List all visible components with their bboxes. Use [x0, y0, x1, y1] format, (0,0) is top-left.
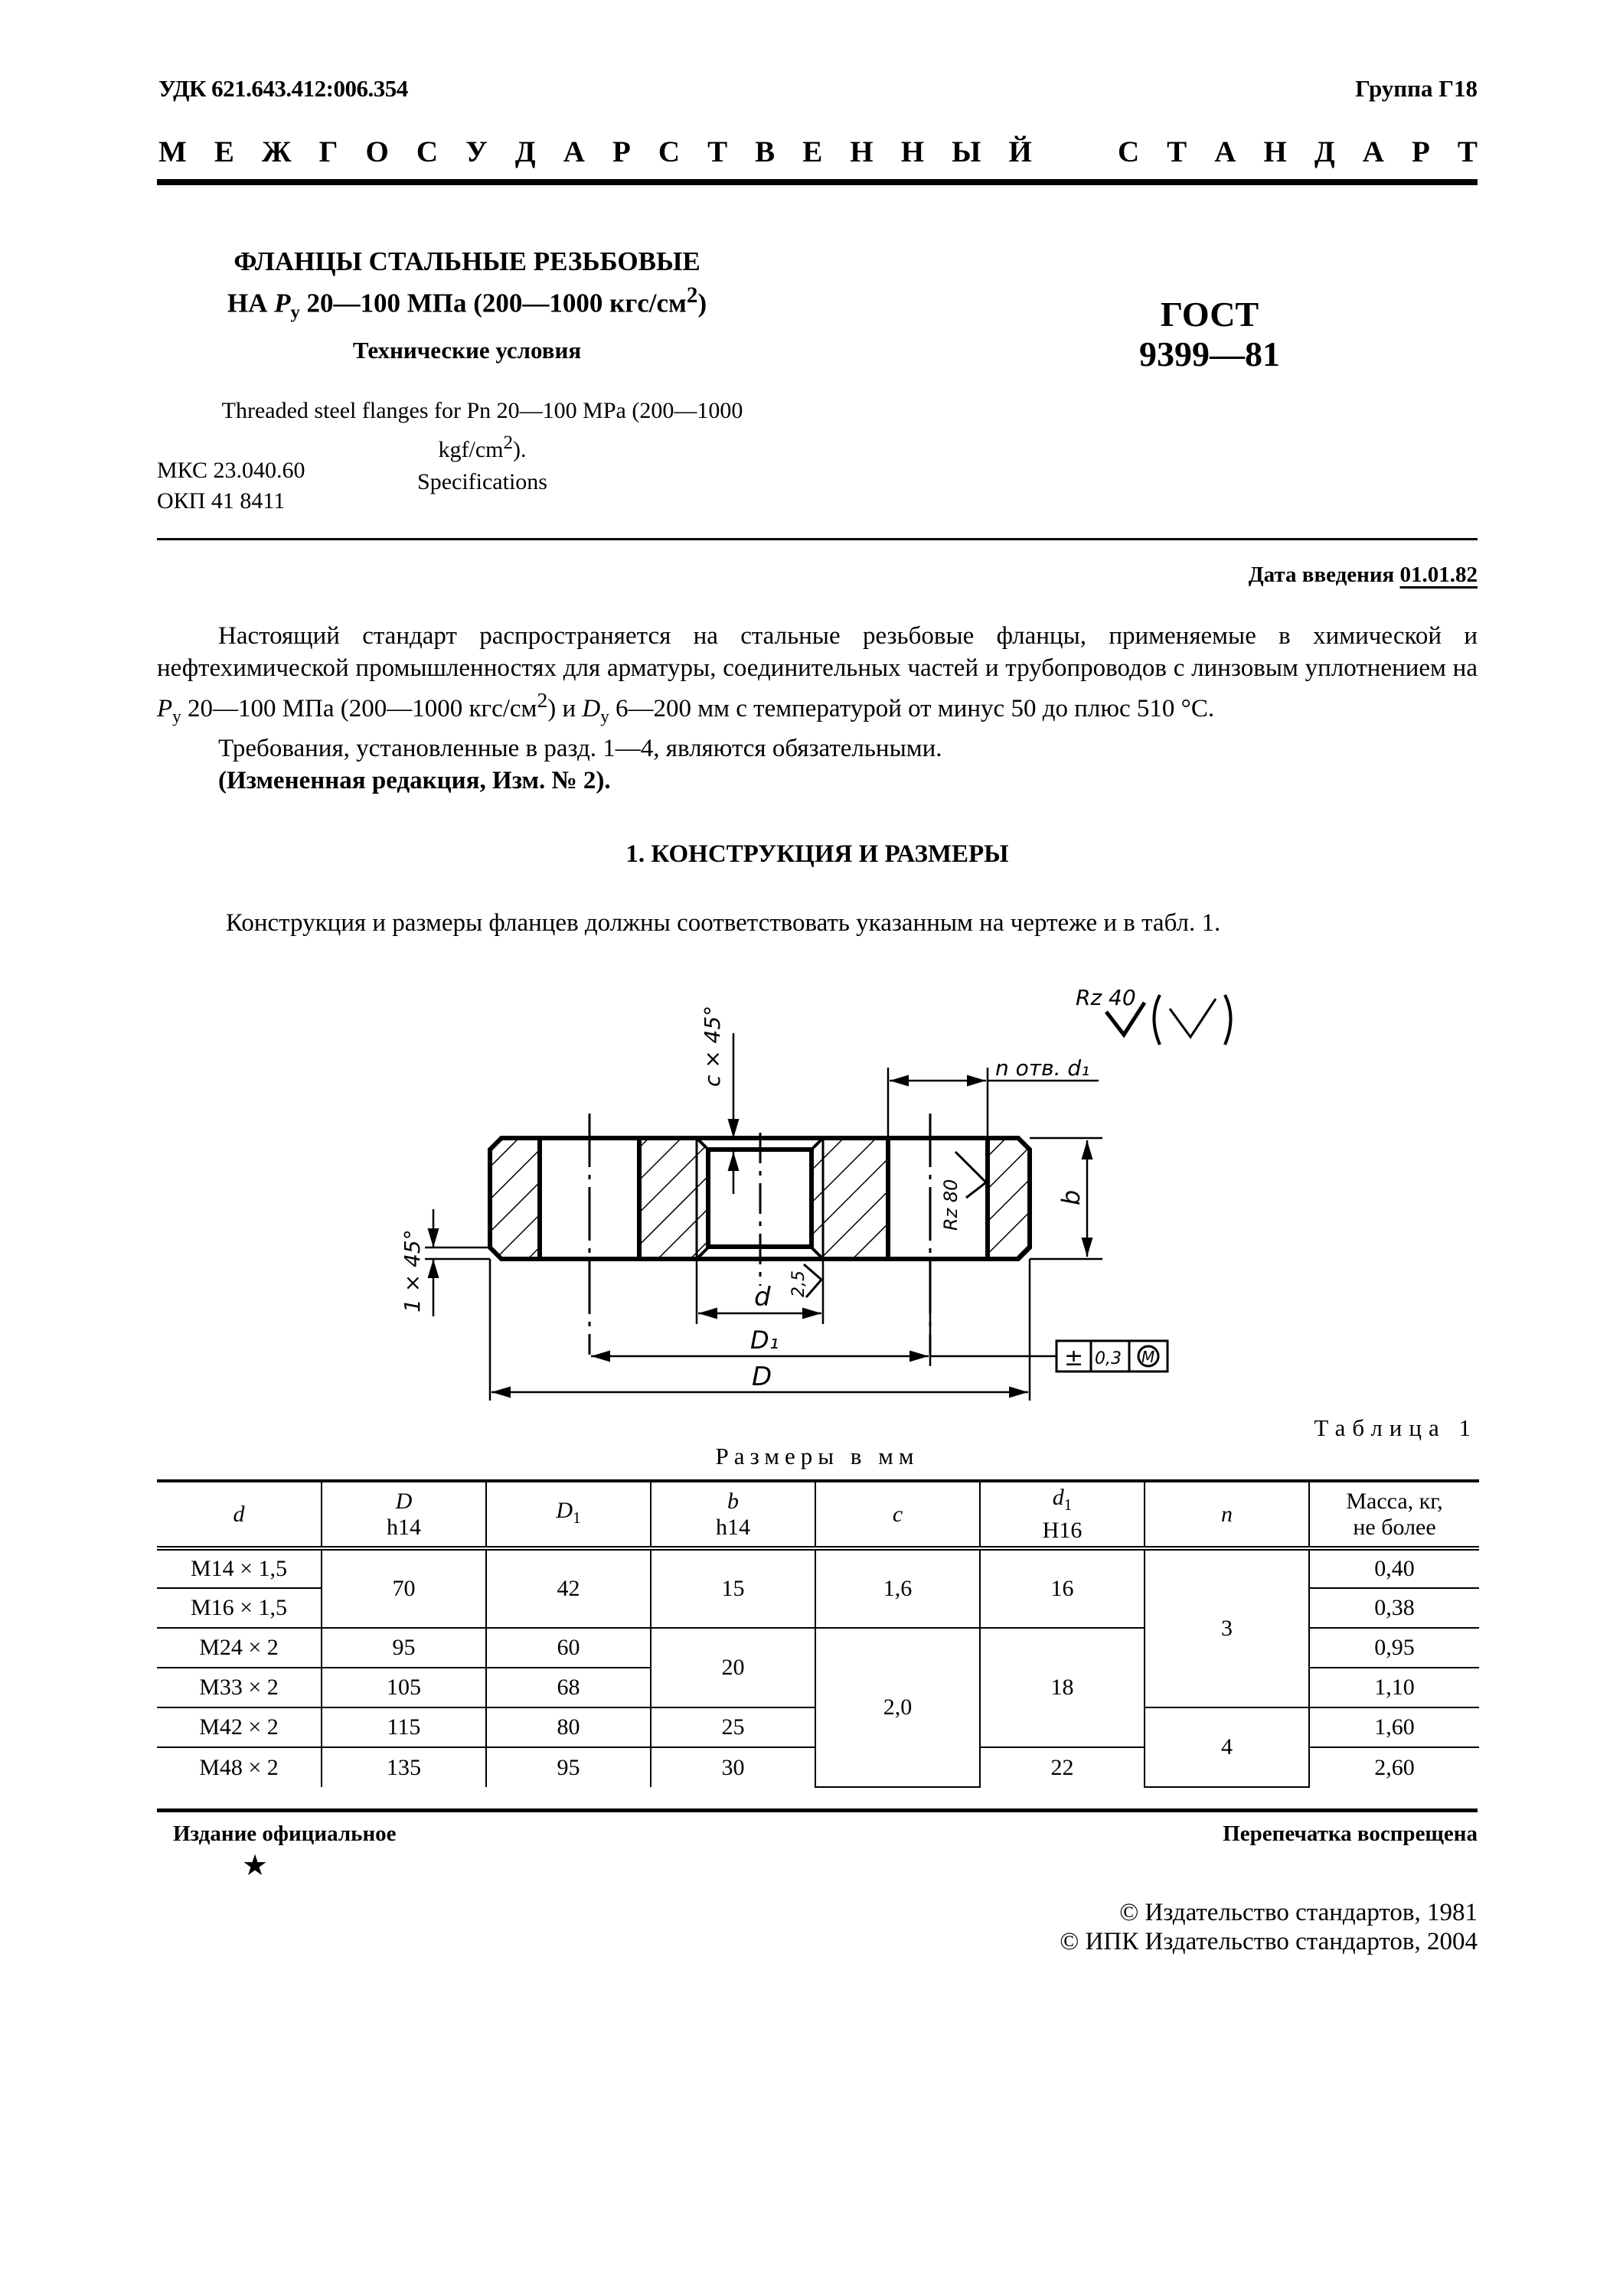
cell-D: 95 [322, 1628, 486, 1668]
dimensions-table [157, 1479, 1479, 1788]
banner-letter: Г [318, 135, 338, 168]
banner-letter: А [563, 135, 585, 168]
cell-d: M16 × 1,5 [157, 1588, 322, 1628]
header-symbol: D [556, 1498, 573, 1523]
header-b [651, 1481, 815, 1548]
cell-mass: 1,10 [1309, 1668, 1479, 1707]
official-edition: Издание официальное [173, 1821, 397, 1846]
cell-c: 2,0 [815, 1628, 980, 1787]
cell-n: 3 [1145, 1548, 1309, 1707]
cell-n: 4 [1145, 1707, 1309, 1787]
mks-code: МКС 23.040.60 [157, 458, 305, 483]
scope-text: Настоящий стандарт распространяется на стальные резьбовые фланцы, применяемые в химической и нефтехимической промышленностях для арматуры, соединительных частей и трубопроводов с линзовым уплотнением на [157, 622, 1478, 682]
copyright-2004: © ИПК Издательство стандартов, 2004 [1060, 1928, 1478, 1955]
copyright-1981: © Издательство стандартов, 1981 [1119, 1899, 1478, 1926]
footer-rule [157, 1808, 1478, 1812]
roughness-hole-label: Rz 80 [940, 1179, 962, 1231]
banner-letter: Н [1263, 135, 1287, 168]
cell-mass: 0,95 [1309, 1628, 1479, 1668]
pressure-subscript: у [290, 302, 300, 323]
scope-text: ) и [547, 695, 583, 722]
header-subscript: 1 [573, 1508, 581, 1527]
banner-letter: Р [1412, 135, 1430, 168]
cell-D: 115 [322, 1707, 486, 1747]
document-subtitle: Технические условия [352, 337, 582, 364]
dimension-d1-label: D₁ [750, 1326, 779, 1355]
cell-D1: 95 [486, 1747, 651, 1787]
header-d [157, 1481, 322, 1548]
banner-letter: В [755, 135, 776, 168]
tolerance-frame [1056, 1341, 1167, 1371]
cell-b: 30 [651, 1747, 815, 1787]
banner-letter: Д [514, 135, 536, 168]
roughness-main-label: Rz 40 [1076, 985, 1136, 1010]
header-tolerance: H16 [1042, 1518, 1083, 1543]
cell-b: 20 [651, 1628, 815, 1707]
okp-code: ОКП 41 8411 [157, 488, 286, 514]
cell-d1: 18 [980, 1628, 1145, 1747]
banner-letter: О [365, 135, 389, 168]
banner-letter: Т [1167, 135, 1187, 168]
header-symbol: b [727, 1488, 739, 1514]
dimension-d-label: d [754, 1282, 771, 1313]
english-title-line-2: Specifications [417, 469, 547, 494]
banner-letter: М [158, 135, 187, 168]
title-end: ) [697, 288, 707, 318]
header-d1 [980, 1481, 1145, 1548]
cell-D: 135 [322, 1747, 486, 1787]
table-row [157, 1548, 1479, 1588]
banner-letter: Т [707, 135, 728, 168]
requirements-paragraph: Требования, установленные в разд. 1—4, являются обязательными. [218, 734, 942, 762]
banner-letter: С [1117, 135, 1140, 168]
banner-letter: Е [802, 135, 823, 168]
cell-d: M24 × 2 [157, 1628, 322, 1668]
header-symbol: D [395, 1488, 413, 1514]
holes-label: n отв. d₁ [995, 1055, 1090, 1081]
gost-label: ГОСТ [1160, 295, 1259, 334]
chamfer-top-label: c × 45° [700, 1005, 725, 1087]
cell-D1: 42 [486, 1548, 651, 1628]
section-text: Конструкция и размеры фланцев должны соответствовать указанным на чертеже и в табл. 1. [226, 909, 1221, 937]
cell-d: M14 × 1,5 [157, 1548, 322, 1588]
title-line-1: ФЛАНЦЫ СТАЛЬНЫЕ РЕЗЬБОВЫЕ [233, 246, 700, 276]
copyright-block [1060, 1898, 1478, 1956]
scope-text: 20—100 МПа (200—1000 кгс/см [181, 695, 537, 722]
roughness-check-icon [1170, 999, 1216, 1037]
cell-mass: 1,60 [1309, 1707, 1479, 1747]
cell-mass: 0,40 [1309, 1548, 1479, 1588]
dimension-b-label: b [1056, 1189, 1086, 1205]
header-n [1145, 1481, 1309, 1548]
header-symbol: d [1052, 1485, 1064, 1510]
cell-D1: 60 [486, 1628, 651, 1668]
english-title-line-1: Threaded steel flanges for Pn 20—100 MPa (200—1000 kgf/cm [221, 398, 743, 462]
symmetry-icon: ± [1064, 1345, 1084, 1371]
roughness-thread-label: 2,5 [789, 1270, 808, 1297]
banner-letter: Н [850, 135, 874, 168]
banner-letter: А [1214, 135, 1236, 168]
banner-letter: Д [1314, 135, 1335, 168]
cell-D: 105 [322, 1668, 486, 1707]
title-sup: 2 [686, 283, 698, 308]
cell-d: M33 × 2 [157, 1668, 322, 1707]
table-label: Таблица 1 [1314, 1414, 1478, 1441]
banner-letter: А [1362, 135, 1384, 168]
header-text: не более [1353, 1514, 1436, 1540]
cell-d: M42 × 2 [157, 1707, 322, 1747]
cell-d1: 16 [980, 1548, 1145, 1628]
banner-letter: Ы [952, 135, 981, 168]
header-D1 [486, 1481, 651, 1548]
banner-letter: Ж [261, 135, 292, 168]
banner-letter: Й [1008, 135, 1032, 168]
amendment-note: (Измененная редакция, Изм. № 2). [218, 766, 611, 794]
date-label: Дата введения [1248, 563, 1395, 587]
group-code: Группа Г18 [1355, 75, 1478, 102]
flange-section [490, 1114, 1030, 1355]
pressure-subscript: у [172, 706, 181, 726]
dimension-D-label: D [752, 1362, 772, 1392]
table-units: Размеры в мм [715, 1443, 919, 1469]
cell-c: 1,6 [815, 1548, 980, 1628]
header-tolerance: h14 [716, 1514, 750, 1540]
header-mass [1309, 1481, 1479, 1548]
banner-letter: Н [900, 135, 925, 168]
banner-letter: У [465, 135, 488, 168]
scope-text: 6—200 мм с температурой от минус 50 до плюс 510 °С. [609, 695, 1215, 722]
title-prefix: НА [227, 288, 275, 318]
diameter-subscript: у [600, 706, 609, 726]
cell-b: 15 [651, 1548, 815, 1628]
gost-number: 9399—81 [1139, 334, 1280, 373]
tolerance-value: 0,3 [1095, 1349, 1122, 1368]
pressure-symbol: P [157, 695, 173, 722]
banner-letter: Р [612, 135, 631, 168]
cell-mass: 0,38 [1309, 1588, 1479, 1628]
cell-D1: 80 [486, 1707, 651, 1747]
cell-b: 25 [651, 1707, 815, 1747]
cell-D1: 68 [486, 1668, 651, 1707]
header-c [815, 1481, 980, 1548]
date-value: 01.01.82 [1399, 563, 1478, 587]
cell-d1: 22 [980, 1747, 1145, 1787]
header-D [322, 1481, 486, 1548]
cell-mass: 2,60 [1309, 1747, 1479, 1787]
banner-letter: Е [214, 135, 234, 168]
chamfer-bottom-label: 1 × 45° [400, 1229, 425, 1313]
banner-letter: Т [1457, 135, 1478, 168]
header-symbol: c [892, 1501, 903, 1527]
header-symbol: d [233, 1501, 245, 1527]
english-end: ). [512, 437, 527, 462]
section-heading: 1. КОНСТРУКЦИЯ И РАЗМЕРЫ [625, 840, 1009, 868]
udk-code: УДК 621.643.412:006.354 [158, 75, 408, 102]
table-header-row [157, 1481, 1479, 1548]
scope-sup: 2 [537, 688, 548, 712]
header-subscript: 1 [1063, 1495, 1073, 1514]
title-range: 20—100 МПа (200—1000 кгс/см [299, 288, 687, 318]
reprint-notice: Перепечатка воспрещена [1223, 1821, 1478, 1846]
english-sup: 2 [503, 432, 513, 453]
paren-icon [1154, 995, 1231, 1045]
banner-letter: С [658, 135, 680, 168]
diameter-symbol: D [582, 695, 601, 722]
banner-letter: С [416, 135, 439, 168]
header-symbol: n [1221, 1501, 1233, 1527]
cell-D: 70 [322, 1548, 486, 1628]
star-icon: ★ [242, 1850, 269, 1882]
header-tolerance: h14 [387, 1514, 421, 1540]
tolerance-modifier: M [1141, 1348, 1155, 1366]
header-text: Масса, кг, [1346, 1488, 1443, 1514]
cell-d: M48 × 2 [157, 1747, 322, 1787]
pressure-symbol: P [274, 288, 291, 318]
